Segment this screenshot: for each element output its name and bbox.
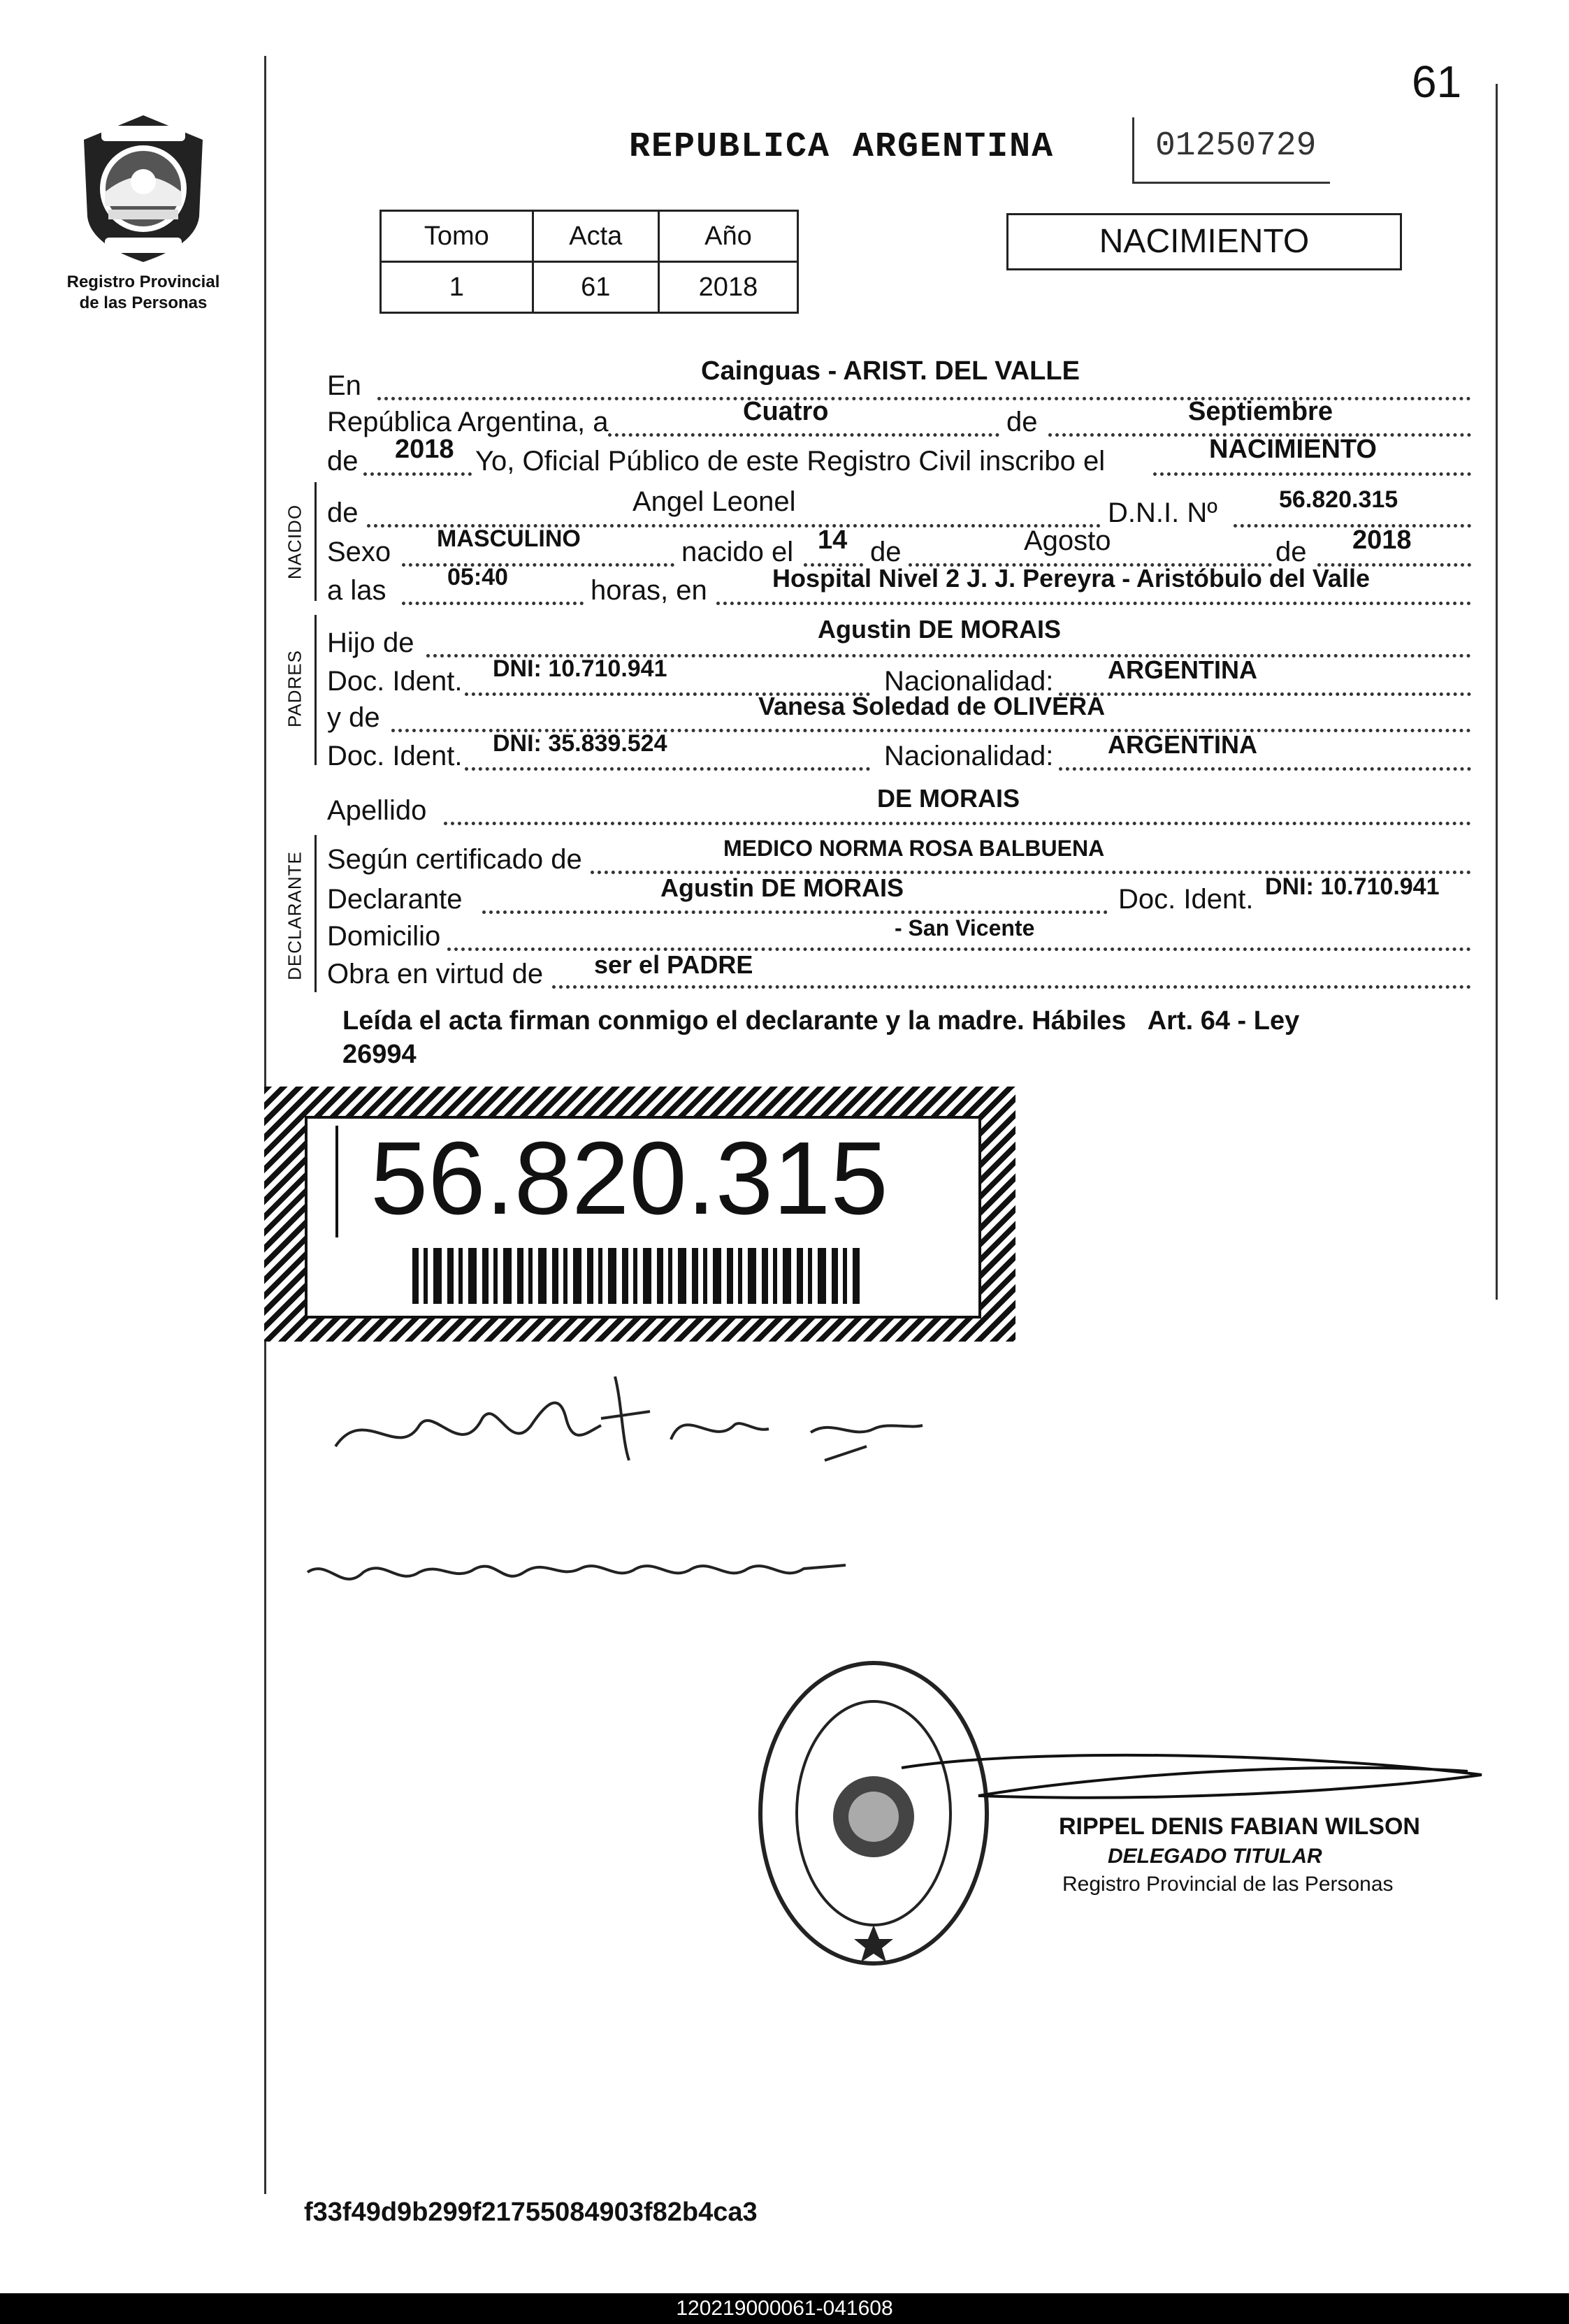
document-type: NACIMIENTO [1099, 223, 1310, 260]
value-anio: 2018 [658, 262, 797, 313]
value-tomo: 1 [381, 262, 533, 313]
y-de-label: y de [327, 702, 380, 733]
padres-section-label: PADRES [284, 650, 305, 727]
madre-doc-label: Doc. Ident. [327, 741, 463, 771]
barcode-dni-number: 56.820.315 [370, 1121, 888, 1236]
nacido-de2-label: de [1275, 537, 1307, 567]
inscribo-value: NACIMIENTO [1209, 435, 1377, 464]
lugar-value: Hospital Nivel 2 J. J. Pereyra - Aristóbulo del Valle [772, 564, 1370, 593]
padre-nac-dots [1059, 692, 1471, 696]
official-org: Registro Provincial de las Personas [1062, 1873, 1394, 1896]
anio-dots [363, 472, 472, 476]
segun-label: Según certificado de [327, 844, 582, 875]
header-acta: Acta [533, 211, 658, 262]
republica-dots-1 [608, 433, 999, 437]
header-tomo: Tomo [381, 211, 533, 262]
header-anio: Año [658, 211, 797, 262]
registry-line2: de las Personas [79, 293, 208, 312]
domicilio-label: Domicilio [327, 921, 441, 952]
dia-value: Cuatro [743, 397, 829, 426]
de2-label: de [327, 446, 359, 477]
de-label: de [1006, 407, 1038, 437]
stamp-number [1132, 117, 1330, 184]
hora-value: 05:40 [447, 564, 508, 590]
right-margin-line [1496, 84, 1498, 1300]
signature-madre [301, 1530, 860, 1607]
madre-nac-label: Nacionalidad: [884, 741, 1054, 771]
padre-doc-label: Doc. Ident. [327, 666, 463, 697]
madre-nac-dots [1059, 767, 1471, 771]
official-title: DELEGADO TITULAR [1108, 1845, 1322, 1868]
madre-doc-dots [465, 767, 870, 771]
obra-label: Obra en virtud de [327, 959, 544, 989]
madre-doc: DNI: 35.839.524 [493, 730, 667, 757]
footer-bar [0, 2293, 1569, 2324]
declarante-bracket [314, 835, 317, 992]
sexo-dots [402, 563, 674, 567]
barcode-label [264, 1087, 1015, 1342]
sexo-label: Sexo [327, 537, 391, 567]
nacido-mes: Agosto [1024, 525, 1111, 556]
dni-label: D.N.I. Nº [1108, 498, 1217, 528]
yo-text: Yo, Oficial Público de este Registro Civil inscribo el [475, 446, 1106, 477]
apellido-value: DE MORAIS [877, 784, 1020, 813]
dni-value: 56.820.315 [1279, 486, 1398, 513]
obra-value: ser el PADRE [594, 950, 753, 979]
nombre-label: de [327, 498, 359, 528]
declarante-doc-label: Doc. Ident. [1118, 884, 1254, 915]
hora-dots [402, 602, 584, 605]
closing-line1: Leída el acta firman conmigo el declarante y la madre. Hábiles Art. 64 - Ley [342, 1006, 1300, 1036]
country-title: REPUBLICA ARGENTINA [629, 127, 1055, 167]
declarante-dots [482, 910, 1108, 914]
apellido-label: Apellido [327, 795, 427, 826]
official-name: RIPPEL DENIS FABIAN WILSON [1059, 1813, 1420, 1840]
footer-hash: f33f49d9b299f21755084903f82b4ca3 [304, 2198, 758, 2227]
signature-declarante [321, 1363, 950, 1488]
barcode-divider [335, 1126, 338, 1237]
document-type-box [1006, 213, 1402, 270]
mes-value: Septiembre [1188, 397, 1333, 426]
a-las-label: a las [327, 575, 386, 606]
province-logo [77, 112, 210, 266]
declarante-doc: DNI: 10.710.941 [1265, 873, 1440, 900]
padre-nac-label: Nacionalidad: [884, 666, 1054, 697]
sexo-value: MASCULINO [437, 525, 581, 552]
declarante-label: Declarante [327, 884, 463, 915]
padre-value: Agustin DE MORAIS [818, 615, 1061, 644]
stamp-number-text: 01250729 [1155, 127, 1317, 165]
nacido-el-label: nacido el [681, 537, 794, 567]
nombre-value: Angel Leonel [632, 486, 796, 517]
lugar-dots [716, 602, 1471, 605]
barcode-bars [412, 1248, 860, 1304]
padre-nac: ARGENTINA [1108, 655, 1257, 684]
page-number: 61 [1412, 57, 1462, 107]
nacido-de-label: de [870, 537, 902, 567]
domicilio-value: - San Vicente [895, 915, 1035, 941]
document-id: 120219000061-041608 [676, 2297, 893, 2320]
declarante-value: Agustin DE MORAIS [660, 873, 904, 902]
nacido-section-label: NACIDO [284, 504, 305, 580]
madre-nac: ARGENTINA [1108, 730, 1257, 759]
nacido-anio: 2018 [1352, 525, 1412, 555]
nacido-dia: 14 [818, 525, 848, 555]
declarante-section-label: DECLARANTE [284, 851, 305, 980]
act-table [379, 210, 799, 314]
anio-value: 2018 [395, 435, 454, 464]
horas-en-label: horas, en [591, 575, 707, 606]
nacido-bracket [314, 482, 317, 601]
en-label: En [327, 370, 361, 401]
republica-label: República Argentina, a [327, 407, 609, 437]
segun-value: MEDICO NORMA ROSA BALBUENA [723, 836, 1105, 861]
inscribo-dots [1153, 472, 1471, 476]
madre-value: Vanesa Soledad de OLIVERA [758, 692, 1106, 720]
padre-doc: DNI: 10.710.941 [493, 655, 667, 682]
barcode-inner [305, 1116, 981, 1319]
hijo-de-label: Hijo de [327, 627, 414, 658]
padres-bracket [314, 615, 317, 765]
value-acta: 61 [533, 262, 658, 313]
closing-line2: 26994 [342, 1040, 417, 1069]
obra-dots [552, 985, 1471, 989]
en-value: Cainguas - ARIST. DEL VALLE [701, 356, 1080, 386]
registry-line1: Registro Provincial [66, 273, 220, 291]
apellido-dots [444, 822, 1471, 825]
